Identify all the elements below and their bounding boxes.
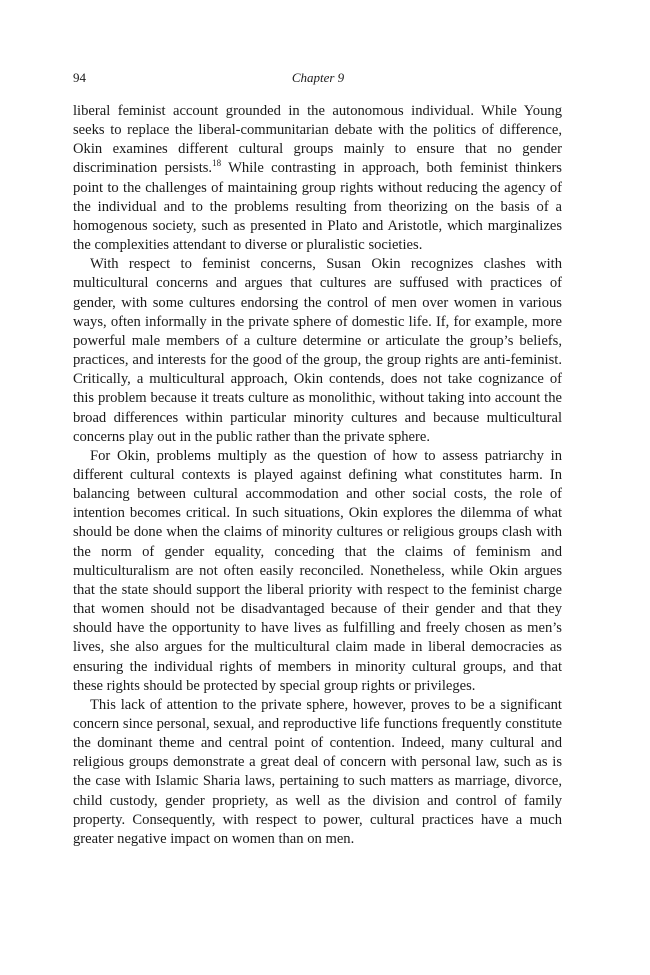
paragraph: For Okin, problems multiply as the question of how to assess patriarchy in different cultural contexts is played against defining what constitutes harm. In balancing between cultural accommodation and other social costs, the role of intention becomes critical. In such situations, Okin explores the dilemma of what should be done when the claims of minority cultures or religious groups clash with the norm of gender equality, conceding that the claims of feminism and multiculturalism are not often easily reconciled. Nonetheless, while Okin argues that the state should support the liberal priority with respect to the feminist charge that women should not be disadvantaged because of their gender and that they should have the opportunity to have lives as fulfilling and freely chosen as men’s lives, she also argues for the multicultural claim made in liberal democracies as ensuring the individual rights of members in minority cultural groups, and that these rights should be protected by special group rights or privileges.	[73, 447, 562, 694]
paragraph: This lack of attention to the private sphere, however, proves to be a significant concern since personal, sexual, and reproductive life functions frequently constitute the dominant theme and central point of contention. Indeed, many cultural and religious groups demonstrate a great deal of concern with personal law, such as is the case with Islamic Sharia laws, pertaining to such matters as marriage, divorce, child custody, gender propriety, as well as the division and control of family property. Consequently, with respect to power, cultural practices have a much greater negative impact on women than on men.	[73, 696, 562, 847]
paragraph-text-before-note: liberal feminist account grounded in the autonomous individual. While Young seeks to replace the liberal-communitarian debate with the politics of difference, Okin examines different cultural groups mainly to ensure that no gender discrimination persists.	[73, 103, 562, 177]
page-number: 94	[73, 70, 86, 85]
paragraph: With respect to feminist concerns, Susan Okin recognizes clashes with multicultural concerns and argues that cultures are suffused with practices of gender, with some cultures endorsing the control of men over women in various ways, often informally in the private sphere of domestic life. If, for example, more powerful male members of a culture determine or articulate the group’s beliefs, practices, and interests for the good of the group, the group rights are anti-feminist. Critically, a multicultural approach, Okin contends, does not take cognizance of this problem because it treats culture as monolithic, without taking into account the broad differences within particular minority cultures and because multicultural concerns play out in the public rather than the private sphere.	[73, 256, 562, 445]
paragraph-text-after-note: While contrasting in approach, both feminist thinkers point to the challenges of maintaining group rights without reducing the agency of the individual and to the problems resulting from theorizing on the basis of a homogenous society, such as presented in Plato and Aristotle, which marginalizes the complexities attendant to diverse or pluralistic societies.	[73, 160, 562, 254]
body-text	[73, 102, 562, 849]
footnote-marker: 18	[212, 158, 222, 169]
chapter-title: Chapter 9	[291, 70, 345, 85]
running-header	[73, 69, 563, 87]
paragraph-continuation	[73, 102, 562, 255]
